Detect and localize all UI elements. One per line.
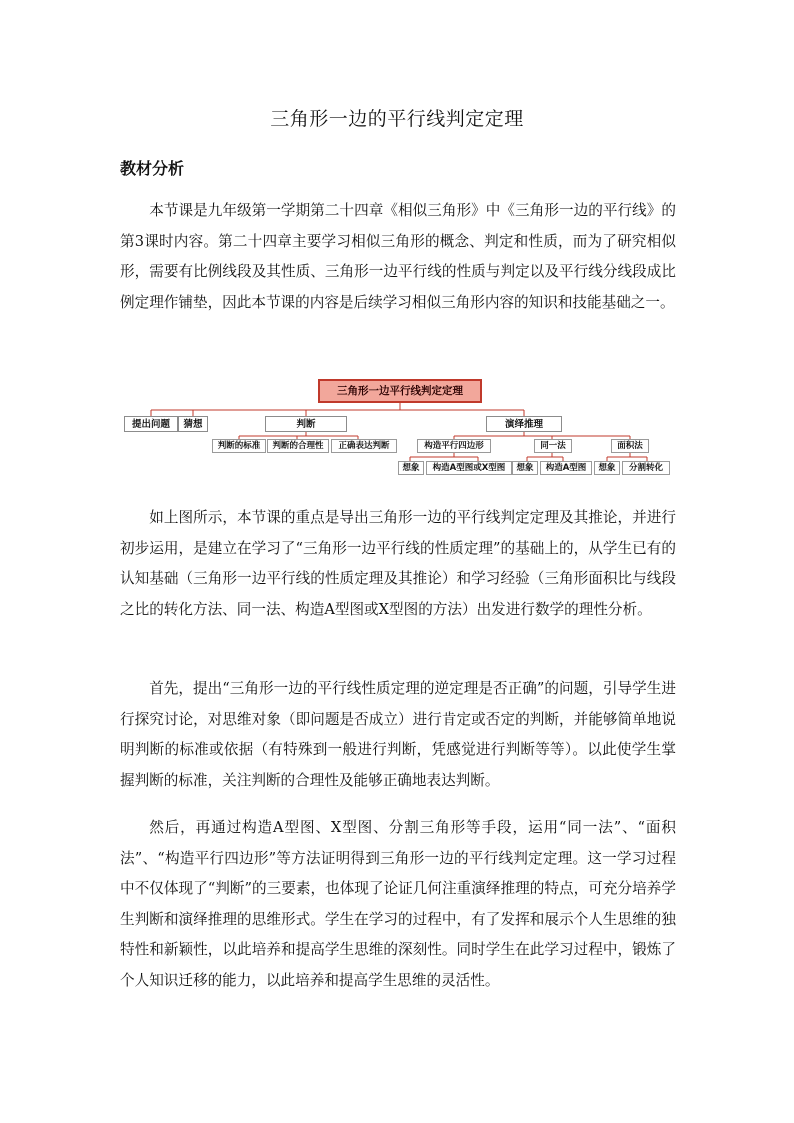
paragraph-first: 首先，提出“三角形一边的平行线性质定理的逆定理是否正确”的问题，引导学生进行探究讨论，对思维对象（即问题是否成立）进行肯定或否定的判断，并能够简单地说明判断的标准或依据（有特殊到一般进行判断，凭感觉进行判断等等）。以此使学生掌握判断的标准，关注判断的合理性及能够正确地表达判断。 <box>120 680 676 789</box>
node-same-imagine: 想象 <box>512 461 538 475</box>
node-judge: 判断 <box>265 416 347 432</box>
paragraph-then: 然后，再通过构造A型图、X型图、分割三角形等手段，运用“同一法”、“面积法”、“构造平行四边形”等方法证明得到三角形一边的平行线判定定理。这一学习过程中不仅体现了“判断”的三要素，也体现了论证几何注重演绎推理的特点，可充分培养学生判断和演绎推理的思维形式。学生在学习的过程中，有了发挥和展示个人生思维的独特性和新颖性，以此培养和提高学生思维的深刻性。同时学生在此学习过程中，锻炼了个人知识迁移的能力，以此培养和提高学生思维的灵活性。 <box>120 819 676 989</box>
node-judge-express: 正确表达判断 <box>331 439 397 453</box>
page-title: 三角形一边的平行线判定定理 <box>270 108 524 130</box>
node-area-divide: 分割转化 <box>622 461 670 475</box>
paragraph-focus: 如上图所示，本节课的重点是导出三角形一边的平行线判定定理及其推论，并进行初步运用，是建立在学习了“三角形一边平行线的性质定理”的基础上的，从学生已有的认知基础（三角形一边平行线的性质定理及其推论）和学习经验（三角形面积比与线段之比的转化方法、同一法、构造A型图或X型图的方法）出发进行数学的理性分析。 <box>120 509 676 618</box>
node-para-construct: 构造A型图或X型图 <box>426 461 512 475</box>
node-judge-standard: 判断的标准 <box>212 439 266 453</box>
section-heading: 教材分析 <box>120 159 185 178</box>
node-same-construct: 构造A型图 <box>540 461 592 475</box>
mind-map-root: 三角形一边平行线判定定理 <box>318 379 482 403</box>
node-area-method: 面积法 <box>611 439 649 453</box>
mind-map-diagram <box>120 376 680 478</box>
paragraph-intro: 本节课是九年级第一学期第二十四章《相似三角形》中《三角形一边的平行线》的第3课时内容。第二十四章主要学习相似三角形的概念、判定和性质，而为了研究相似形，需要有比例线段及其性质、三角形一边平行线的性质与判定以及平行线分线段成比例定理作铺垫，因此本节课的内容是后续学习相似三角形内容的知识和技能基础之一。 <box>120 202 676 311</box>
node-ask-question: 提出问题 <box>124 416 178 432</box>
node-area-imagine: 想象 <box>594 461 620 475</box>
node-para-imagine: 想象 <box>398 461 424 475</box>
node-same-method: 同一法 <box>534 439 572 453</box>
node-deduce: 演绎推理 <box>486 416 562 432</box>
node-guess: 猜想 <box>178 416 208 432</box>
node-construct-parallelogram: 构造平行四边形 <box>417 439 491 453</box>
node-judge-reasonable: 判断的合理性 <box>267 439 329 453</box>
